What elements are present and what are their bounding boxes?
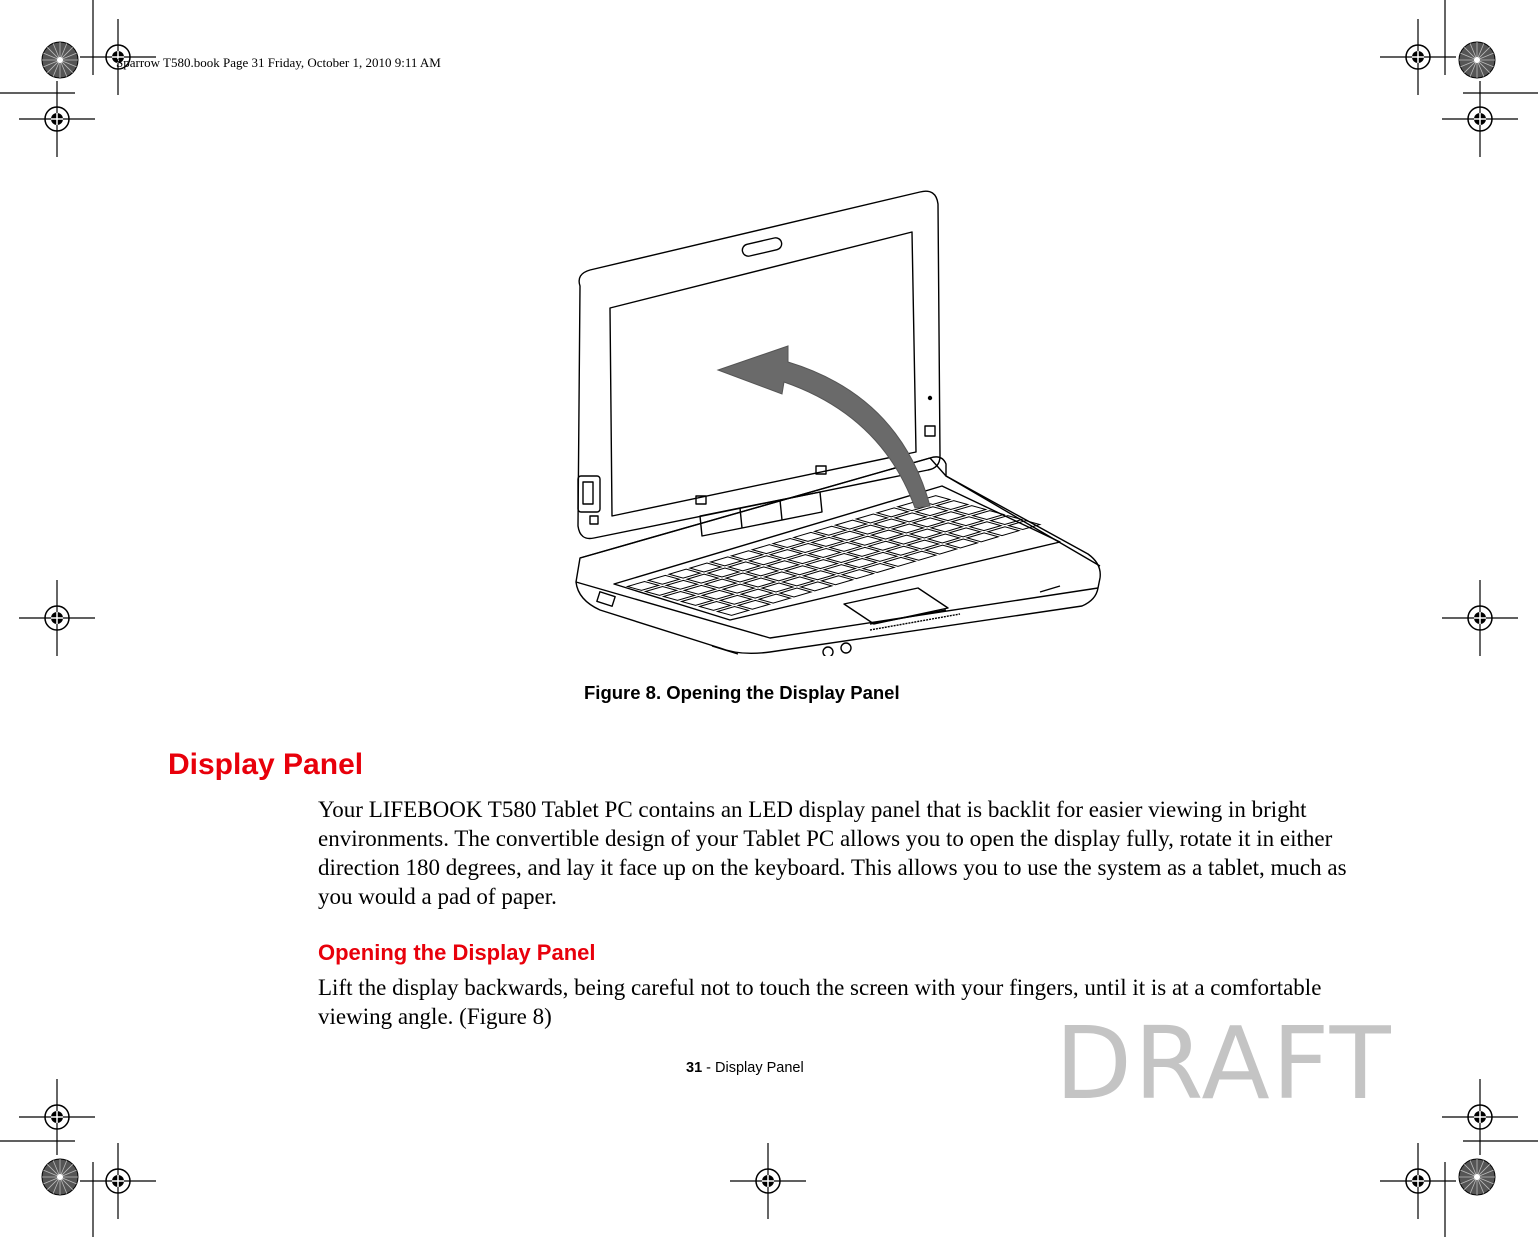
body-paragraph-1: Your LIFEBOOK T580 Tablet PC contains an LED display panel that is backlit for easier viewing in bright environments. The convertible design of your Tablet PC allows you to open the display fully, rotate it in either direction 180 degrees, and lay it face up on the keyboard. This allows you to use the system as a tablet, much as you would a pad of paper. xyxy=(318,797,1347,909)
figure-caption: Figure 8. Opening the Display Panel xyxy=(584,682,900,703)
page-number: 31 xyxy=(686,1060,703,1076)
laptop-illustration xyxy=(570,186,1110,656)
subsection-heading: Opening the Display Panel xyxy=(318,940,596,965)
book-slug: Sparrow T580.book Page 31 Friday, October 1, 2010 9:11 AM xyxy=(116,55,441,70)
draft-watermark: DRAFT xyxy=(1055,1005,1393,1122)
section-heading: Display Panel xyxy=(168,748,364,781)
page-footer xyxy=(686,1060,804,1076)
footer-section: - Display Panel xyxy=(702,1060,804,1076)
body-paragraph-2: Lift the display backwards, being careful not to touch the screen with your fingers, until it is at a comfortable viewing angle. (Figure 8) xyxy=(318,975,1322,1029)
